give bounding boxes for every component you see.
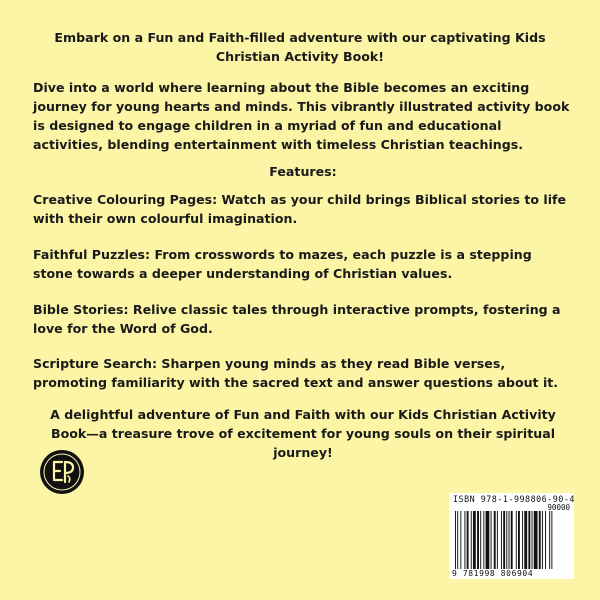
feature-item-scripture: Scripture Search: Sharpen young minds as they read Bible verses, promoting familiarity with the sacred text and answer questions about it. — [33, 356, 559, 390]
feature-item-puzzles: Faithful Puzzles: From crosswords to mazes, each puzzle is a stepping stone towards a deeper understanding of Christian values. — [33, 247, 532, 281]
features-heading: Features: — [269, 164, 337, 179]
publisher-logo-mark — [40, 450, 84, 494]
isbn-label: ISBN 978-1-998806-90-4 — [453, 494, 575, 504]
barcode-digits: 9 781998 806904 — [452, 569, 534, 578]
feature-item-colouring: Creative Colouring Pages: Watch as your child brings Biblical stories to life with their own colourful imagination. — [33, 192, 567, 226]
barcode-bars — [455, 511, 568, 569]
price-code: 90000 — [547, 503, 570, 512]
isbn-barcode — [449, 493, 574, 579]
intro-heading: Embark on a Fun and Faith-filled adventure with our captivating Kids Christian Activity Book! — [54, 30, 546, 64]
description-paragraph: Dive into a world where learning about the Bible becomes an exciting journey for young hearts and minds. This vibrantly illustrated activity book is designed to engage children in a myriad of fun and educational activities, blending entertainment with timeless Christian teachings. — [33, 80, 570, 152]
publisher-logo — [40, 450, 84, 494]
feature-item-stories: Bible Stories: Relive classic tales through interactive prompts, fostering a love for the Word of God. — [33, 302, 561, 336]
closing-paragraph: A delightful adventure of Fun and Faith with our Kids Christian Activity Book—a treasure trove of excitement for young souls on their spiritual journey! — [50, 407, 556, 460]
